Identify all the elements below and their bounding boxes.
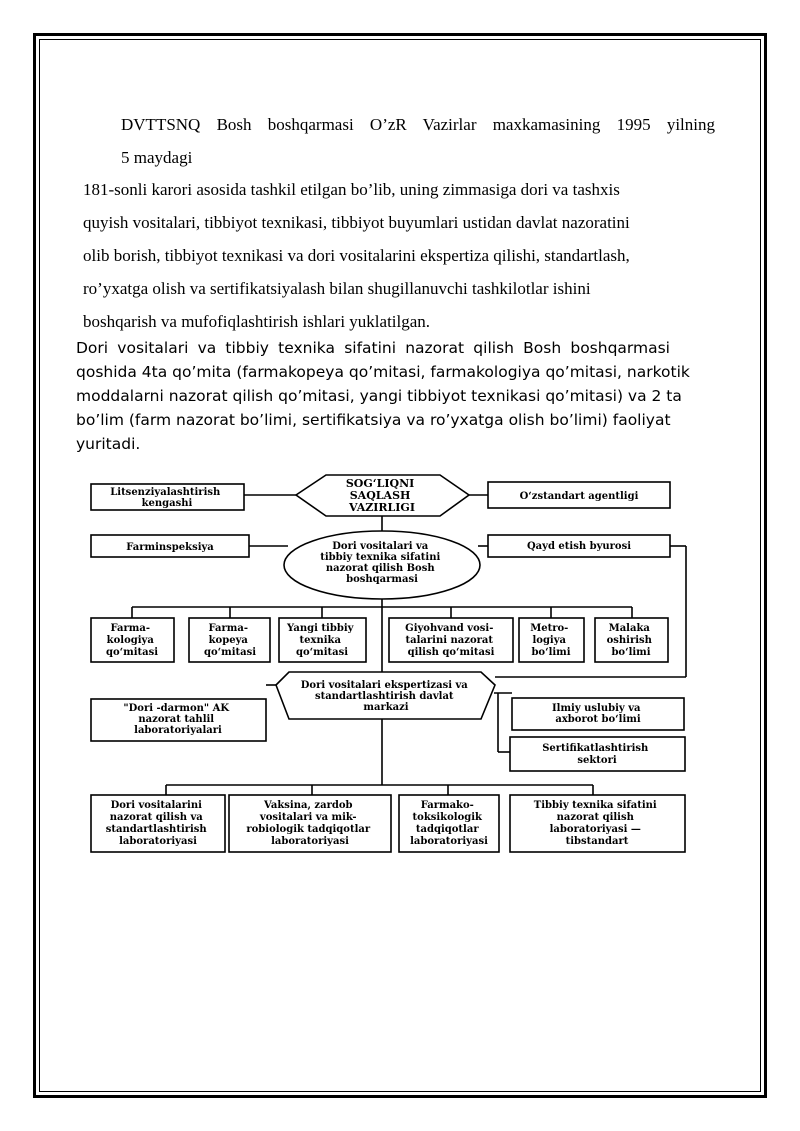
paragraph-3-line: yuritadi. [76,435,141,453]
paragraph-1-line-2: 5 maydagi [121,148,193,167]
committee-pharmacopeia-label: Farma- kopeya qo‘mitasi [203,623,257,658]
dori-darmon-label: "Dori -darmon" AK nazorat tahlil laboratoriyalari [123,703,230,736]
paragraph-2-line: 181-sonli karori asosida tashkil etilgan bo’lib, uning zimmasiga dori va tashxis [83,180,620,199]
paragraph-2-line: ro’yxatga olish va sertifikatsiyalash bilan shugillanuvchi tashkilotlar ishini [83,279,591,298]
scientific-department-label: Ilmiy uslubiy va axborot bo‘limi [552,703,641,725]
paragraph-2-line: quyish vositalari, tibbiyot texnikasi, tibbiyot buyumlari ustidan davlat nazoratini [83,213,630,232]
committee-pharmacology-label: Farma- kologiya qo‘mitasi [105,623,159,658]
department-training-label: Malaka oshirish bo‘limi [606,623,652,658]
paragraph-3-line: qoshida 4ta qo’mita (farmakopeya qo’mitasi, farmakologiya qo’mitasi, narkotik [76,363,690,381]
licensing-council-label: Litsenziyalashtirish kengashi [110,487,221,509]
paragraph-2-line: boshqarish va mufofiqlashtirish ishlari yuklatilgan. [83,312,431,331]
pharm-inspection-label: Farminspeksiya [126,542,214,553]
certification-sector-label: Sertifikatlashtirish sektori [542,743,649,766]
paragraph-1-line-1: DVTTSNQ Bosh boshqarmasi O’zR Vazirlar maxkamasining 1995 yilning [121,115,715,134]
paragraph-3-line: moddalarni nazorat qilish qo’mitasi, yangi tibbiyot texnikasi qo’mitasi) va 2 ta [76,387,682,405]
department-metrology-label: Metro- logiya bo‘limi [530,623,571,658]
paragraph-2-line: olib borish, tibbiyot texnikasi va dori vositalarini ekspertiza qilishi, standartlash, [83,246,630,265]
main-office-label: Dori vositalari va tibbiy texnika sifatini nazorat qilish Bosh boshqarmasi [320,541,441,585]
lab-toxicology-label: Farmako- toksikologik tadqiqotlar laboratoriyasi [410,800,488,847]
committee-new-technology-label: Yangi tibbiy texnika qo‘mitasi [287,623,354,658]
expertise-center-label: Dori vositalari ekspertizasi va standartlashtirish davlat markazi [300,680,468,713]
lab-medtech-label: Tibbiy texnika sifatini nazorat qilish laboratoriyasi — tibstandart [533,800,657,847]
paragraph-3-line: bo’lim (farm nazorat bo’limi, sertifikatsiya va ro’yxatga olish bo’limi) faoliyat [76,411,671,429]
uzstandart-label: O‘zstandart agentligi [519,491,639,502]
registration-bureau-label: Qayd etish byurosi [526,541,632,552]
ministry-label: SOG‘LIQNI SAQLASH VAZIRLIGI [345,477,415,514]
lab-vaccine-label: Vaksina, zardob vositalari va mik- robiologik tadqiqotlar laboratoriyasi [246,800,371,847]
committee-narcotics-label: Giyohvand vosi- talarini nazorat qilish qo‘mitasi [405,623,495,658]
lab-drug-control-label: Dori vositalarini nazorat qilish va standartlashtirish laboratoriyasi [105,800,207,847]
paragraph-3-line: Dori vositalari va tibbiy texnika sifatini nazorat qilish Bosh boshqarmasi [76,339,670,357]
